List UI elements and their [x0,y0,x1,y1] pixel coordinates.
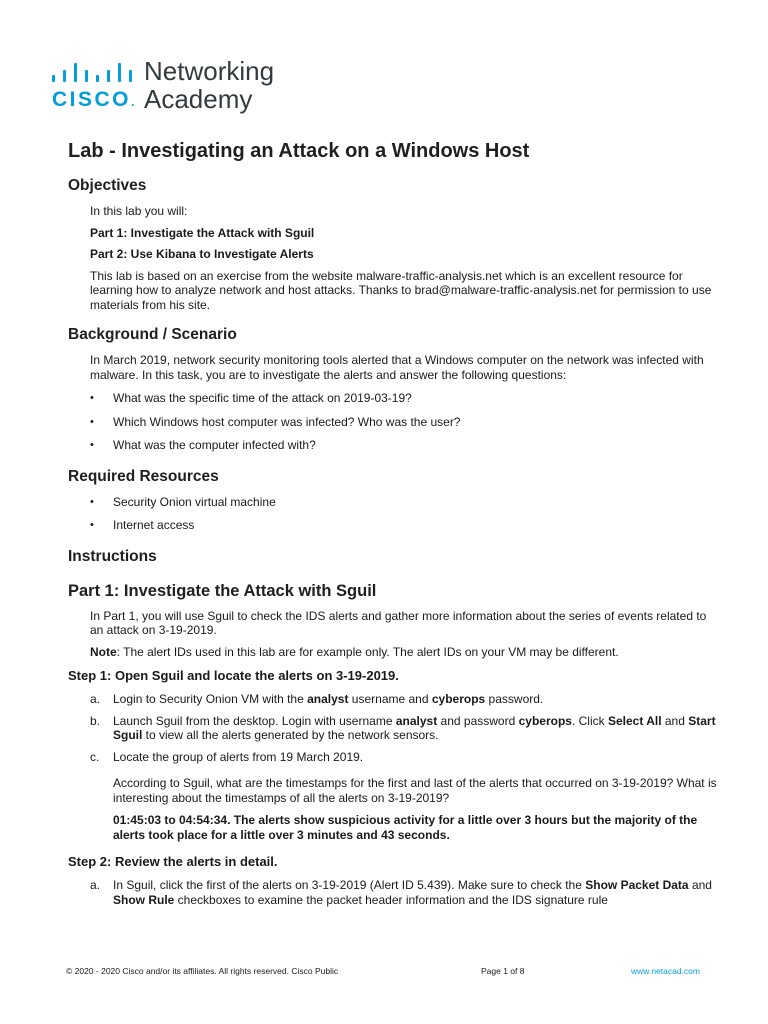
footer-url-link[interactable]: www.netacad.com [631,966,700,976]
objective-part-1: Part 1: Investigate the Attack with Sguil [90,225,315,240]
step1-question-block [113,776,718,843]
objectives-intro: In this lab you will: [90,204,188,218]
resources-list [90,495,718,533]
step1-answer: 01:45:03 to 04:54:34. The alerts show suspicious activity for a little over 3 hours but the majority of the alerts took place for a little over 3 minutes and 43 seconds. [113,813,698,842]
objective-part-2: Part 2: Use Kibana to Investigate Alerts [90,247,314,261]
part1-heading: Part 1: Investigate the Attack with Sguil [68,581,377,600]
list-item: • What was the specific time of the attack on 2019-03-19? [90,391,718,406]
page-footer [66,966,706,980]
step1-heading: Step 1: Open Sguil and locate the alerts on 3-19-2019. [68,668,399,683]
objectives-note: This lab is based on an exercise from the website malware-traffic-analysis.net which is an excellent resource for learning how to analyze network and host attacks. Thanks to brad@malware-traffic-analysis.net for permission to use materials from his site. [90,268,712,312]
part1-section [90,609,718,660]
footer-page-number: Page 1 of 8 [481,966,525,976]
resources-heading: Required Resources [68,467,219,485]
step1-question: According to Sguil, what are the timestamps for the first and last of the alerts that occurred on 3-19-2019? What is interesting about the timestamps of all the alerts on 3-19-2019? [113,776,717,805]
background-heading: Background / Scenario [68,326,237,343]
step2-heading: Step 2: Review the alerts in detail. [68,854,278,869]
logo-networking-text: Networking [144,56,275,86]
instructions-heading: Instructions [68,547,157,565]
list-item: a. Login to Security Onion VM with the analyst username and cyberops password. [90,692,544,706]
part1-intro: In Part 1, you will use Sguil to check the IDS alerts and gather more information about the series of events related to an attack on 3-19-2019. [90,608,707,637]
background-questions [90,391,718,453]
step1-list [90,692,718,764]
list-item: • Security Onion virtual machine [90,495,718,510]
logo-academy-text: Academy [144,84,253,114]
list-item: • Which Windows host computer was infected? Who was the user? [90,415,718,430]
part1-note: Note: The alert IDs used in this lab are for example only. The alert IDs on your VM may be different. [90,644,619,659]
background-section [90,353,718,382]
objectives-section [90,204,718,312]
step2-list [90,878,718,907]
document-body [68,138,718,914]
cisco-bars-icon [52,62,138,82]
cisco-wordmark: CISCO. [52,88,135,111]
list-item: • Internet access [90,518,718,533]
background-text: In March 2019, network security monitoring tools alerted that a Windows computer on the network was infected with malware. In this task, you are to investigate the alerts and answer the following questions: [90,353,704,382]
objectives-heading: Objectives [68,177,147,194]
list-item: b. Launch Sguil from the desktop. Login with username analyst and password cyberops. Click Select All and Start Sguil to view all the alerts generated by the network sensors. [90,713,716,742]
document-title: Lab - Investigating an Attack on a Windows Host [68,140,530,162]
list-item: c. Locate the group of alerts from 19 March 2019. [90,749,364,764]
list-item: • What was the computer infected with? [90,438,718,453]
footer-copyright: © 2020 - 2020 Cisco and/or its affiliates. All rights reserved. Cisco Public [66,966,339,976]
list-item: a. In Sguil, click the first of the alerts on 3-19-2019 (Alert ID 5.439). Make sure to check the Show Packet Data and Show Rule checkboxes to examine the packet header information and the IDS signature rule [90,878,712,907]
